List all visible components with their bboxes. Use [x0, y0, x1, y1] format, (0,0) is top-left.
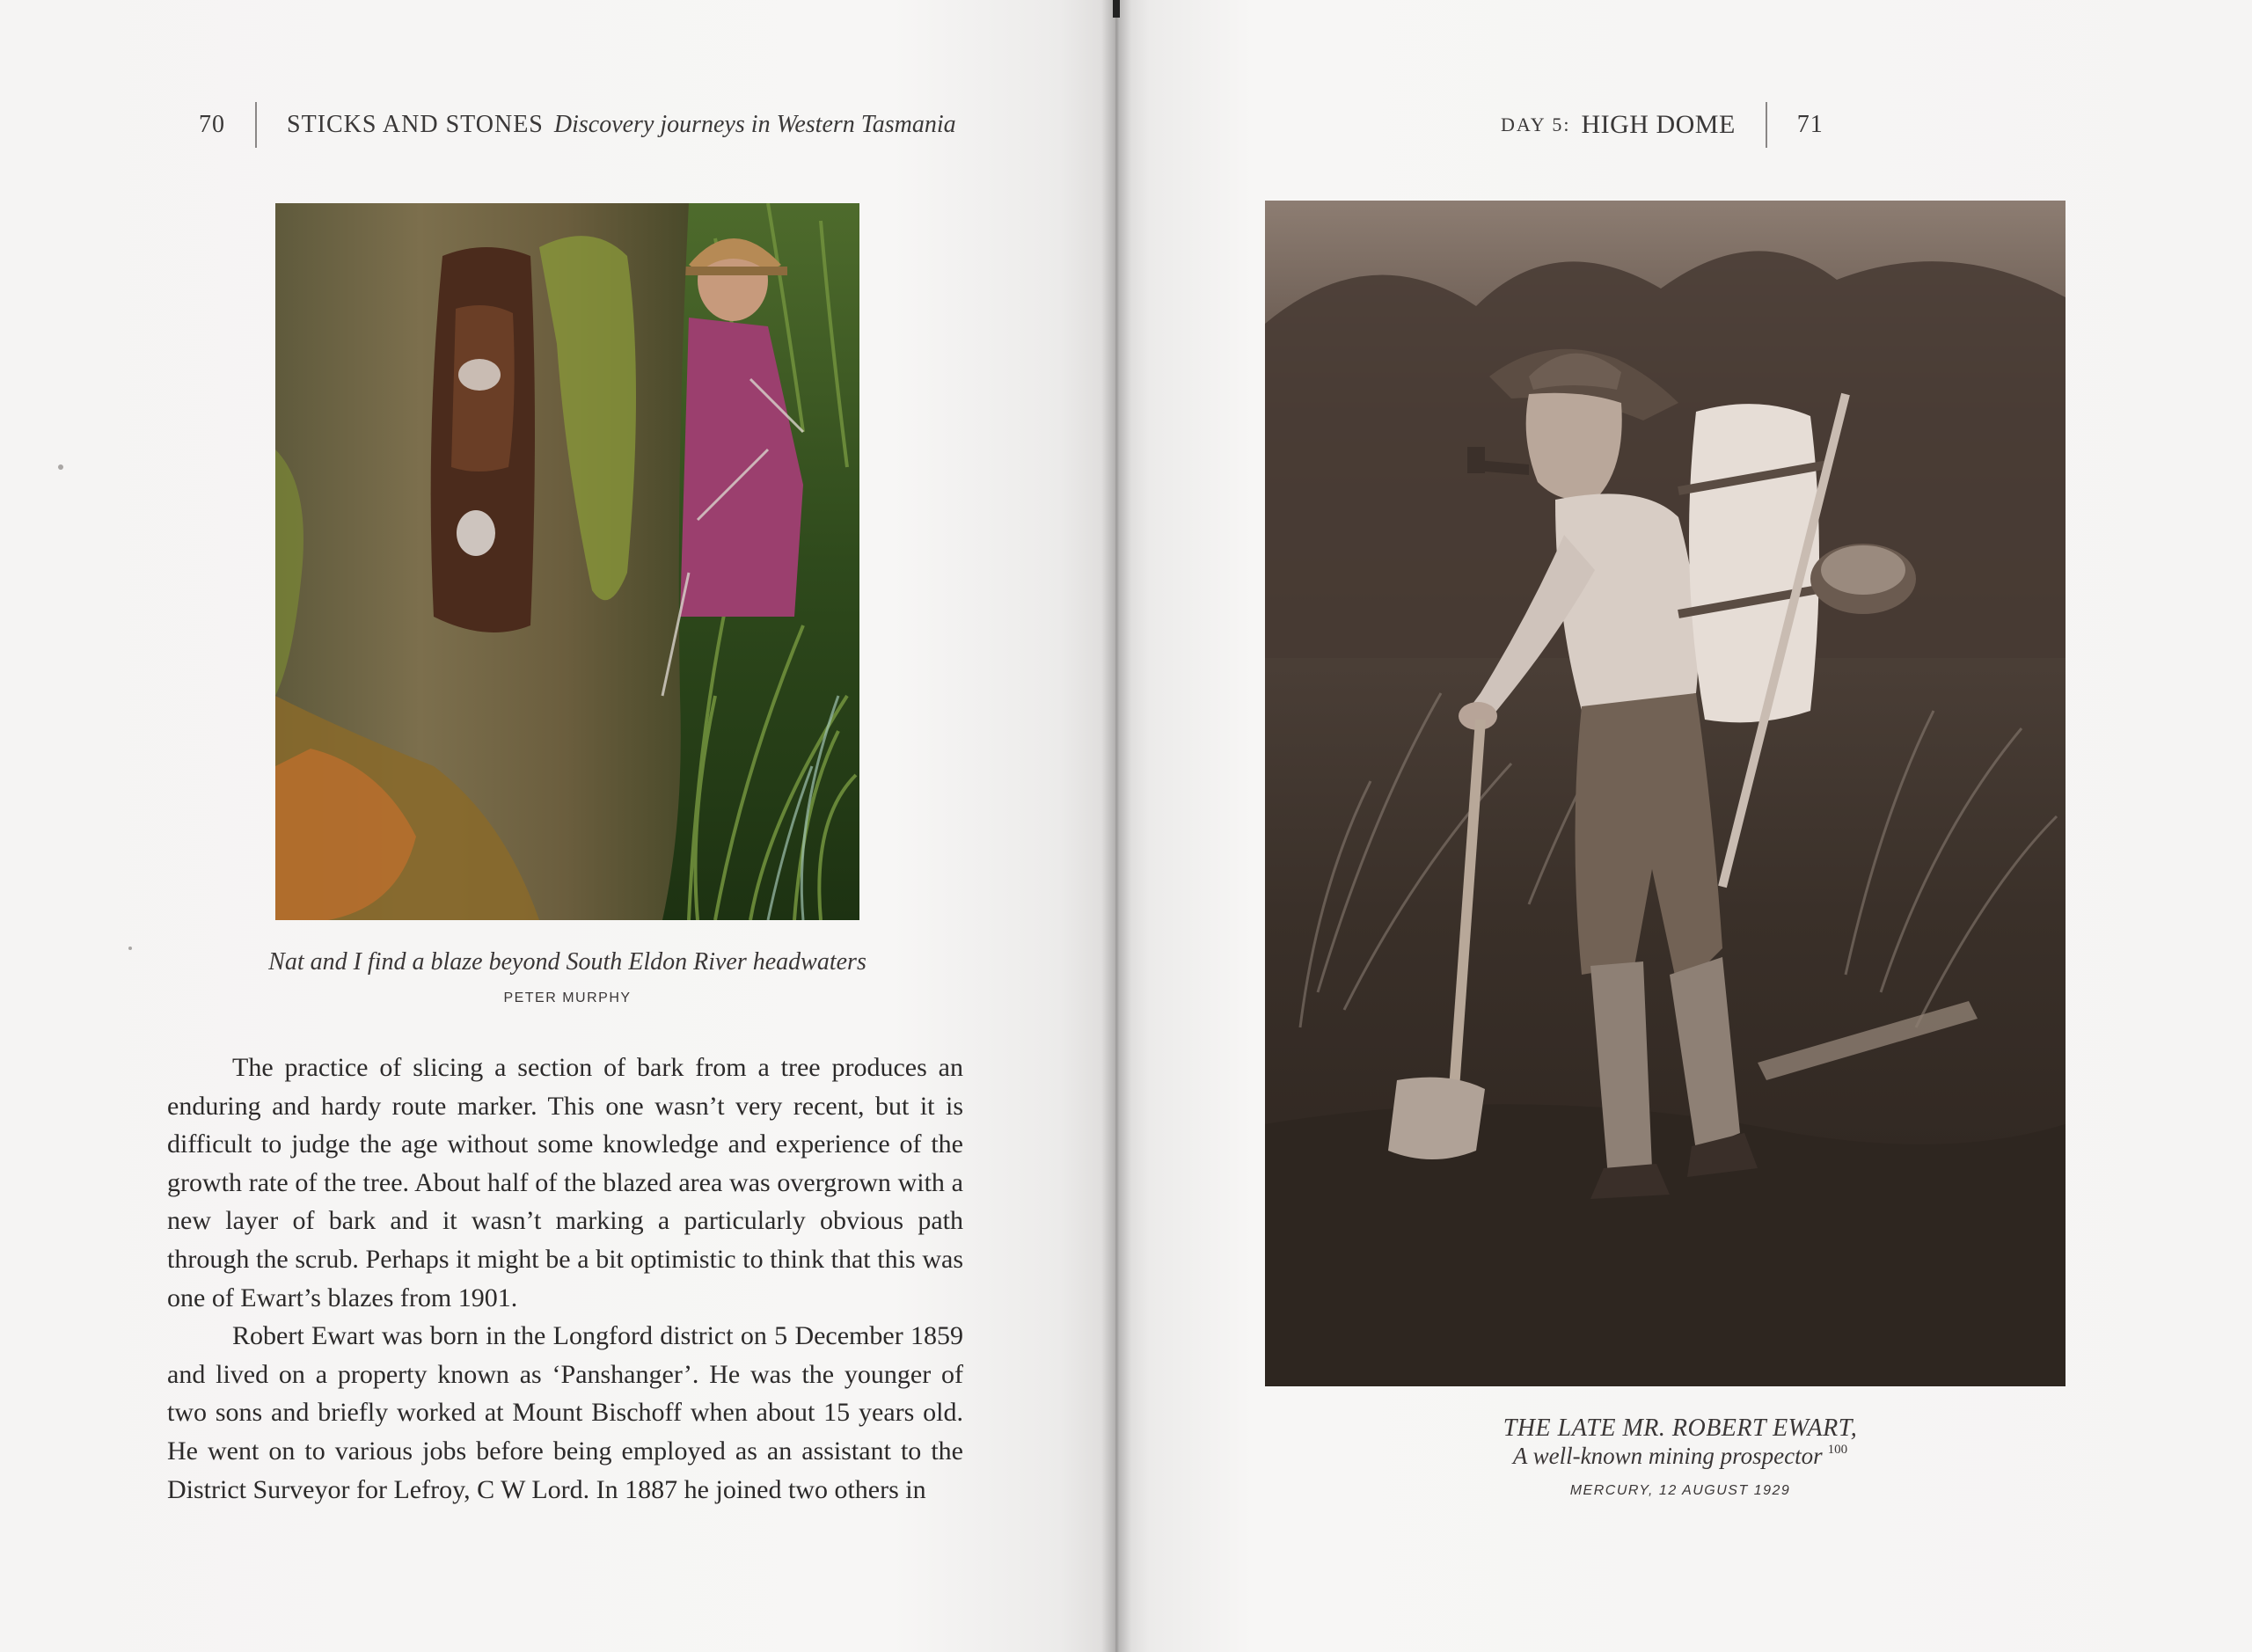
- header-divider: [255, 102, 257, 148]
- photo-robert-ewart: [1265, 201, 2066, 1386]
- page-speck: [128, 947, 132, 950]
- photo-credit-right: MERCURY, 12 AUGUST 1929: [1569, 1483, 1791, 1498]
- left-running-head: [199, 104, 956, 146]
- photo-caption-right-title: THE LATE MR. ROBERT EWART,: [1503, 1414, 1858, 1442]
- paragraph-1: The practice of slicing a section of bark from a tree produces an enduring and hardy route marker. This one wasn’t very recent, but it is difficult to judge the age without some knowledge and experience of the growth rate of the tree. About half of the blazed area was overgrown with a new layer of bark and it wasn’t marking a particularly obvious path through the scrub. Perhaps it might be a bit optimistic to think that this was one of Ewart’s blazes from 1901.: [167, 1053, 963, 1312]
- photo-blazed-tree: [275, 203, 859, 920]
- right-running-head: [1501, 104, 1824, 146]
- footnote-marker: 100: [1827, 1443, 1848, 1457]
- book-gutter: [1101, 0, 1131, 1652]
- book-subtitle: Discovery journeys in Western Tasmania: [553, 111, 956, 138]
- body-text: [167, 1049, 963, 1509]
- photo-credit-left: PETER MURPHY: [503, 990, 632, 1005]
- photo-caption-right-subtitle: [1372, 1443, 1988, 1470]
- photo-caption-left: Nat and I find a blaze beyond South Eldon River headwaters: [268, 948, 866, 976]
- left-page: [0, 0, 1115, 1652]
- paragraph-2: Robert Ewart was born in the Longford district on 5 December 1859 and lived on a property known as ‘Panshanger’. He was the younger of two sons and briefly worked at Mount Bischoff when about 15 years old. He went on to various jobs before being employed as an assistant to the District Surveyor for Lefroy, C W Lord. In 1887 he joined two others in: [167, 1321, 963, 1504]
- page-number-right: 71: [1796, 111, 1824, 138]
- day-label: DAY 5:: [1501, 113, 1571, 135]
- page-number-left: 70: [199, 111, 225, 138]
- chapter-title: HIGH DOME: [1581, 110, 1736, 139]
- scan-edge: [1113, 0, 1120, 18]
- page-speck: [58, 464, 63, 470]
- caption-subtitle-text: A well-known mining prospector: [1512, 1443, 1823, 1469]
- header-divider: [1766, 102, 1767, 148]
- book-title: STICKS AND STONES: [287, 111, 544, 138]
